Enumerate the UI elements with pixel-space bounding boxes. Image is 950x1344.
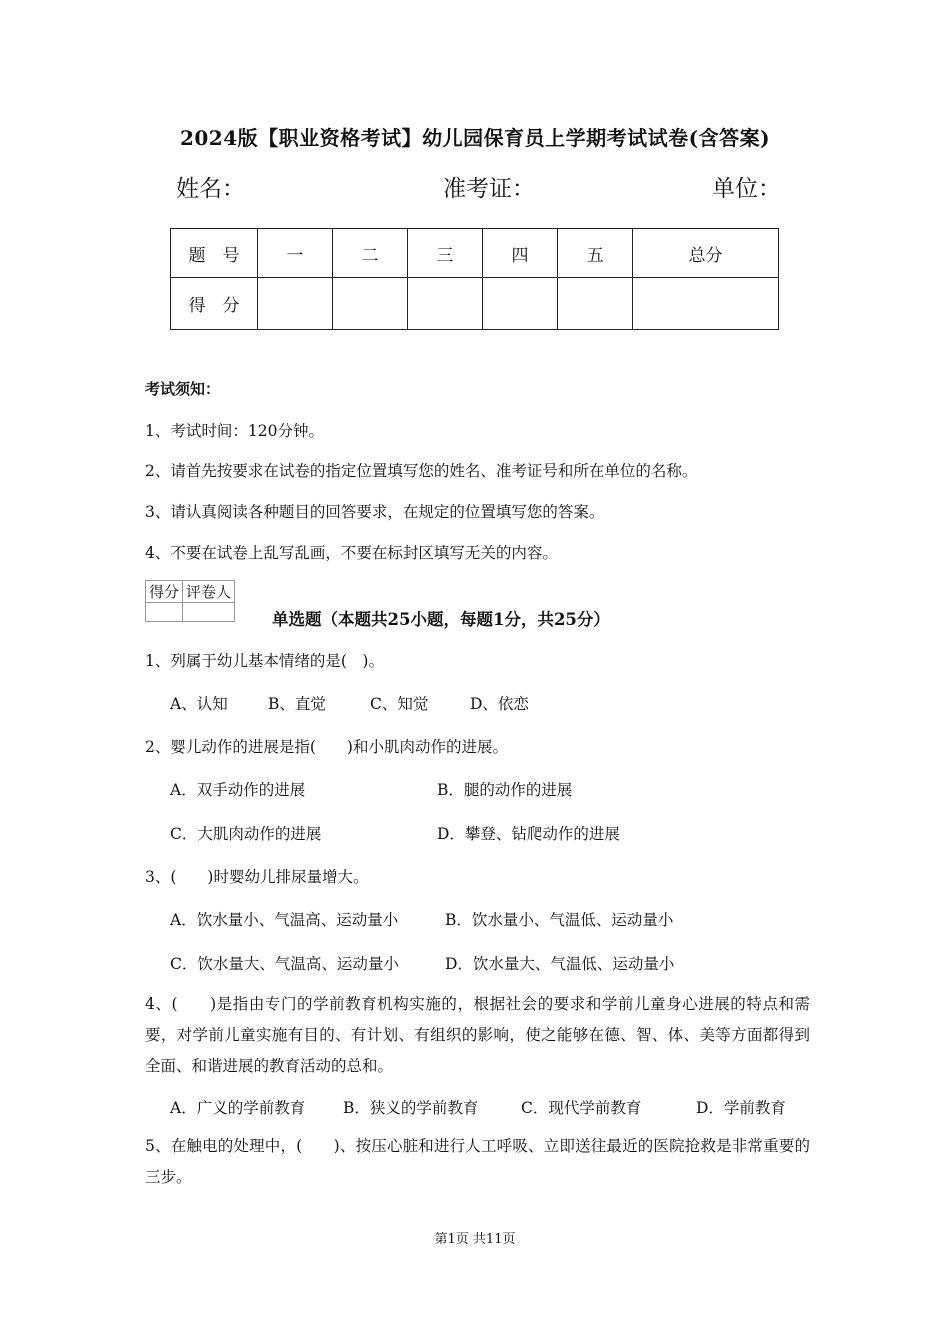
page-footer: 第1页 共11页 — [434, 1232, 516, 1247]
score-header-label: 题 号 — [171, 229, 258, 278]
grader-box — [145, 580, 235, 622]
option: A、认知 — [170, 695, 228, 713]
option: A．广义的学前教育 — [170, 1099, 306, 1117]
option: C．现代学前教育 — [521, 1099, 642, 1117]
option: D．攀登、钻爬动作的进展 — [437, 825, 620, 843]
score-header-cell: 二 — [333, 229, 408, 278]
unit-field-label: 单位： — [712, 176, 781, 202]
score-cell[interactable] — [333, 278, 408, 330]
grader-reviewer-cell[interactable] — [183, 603, 235, 622]
option: A．饮水量小、气温高、运动量小 — [170, 911, 399, 929]
score-cell[interactable] — [558, 278, 633, 330]
question-stem: 1、列属于幼儿基本情绪的是( )。 — [145, 652, 384, 670]
score-header-cell: 五 — [558, 229, 633, 278]
score-table-header-row — [171, 229, 779, 278]
name-field-label: 姓名： — [176, 176, 245, 202]
question-stem: 5、在触电的处理中，( )、按压心脏和进行人工呼吸、立即送往最近的医院抢救是非常重要的三步。 — [145, 1137, 810, 1186]
score-cell[interactable] — [408, 278, 483, 330]
score-header-total: 总分 — [633, 229, 779, 278]
question-stem: 3、( )时婴幼儿排尿量增大。 — [145, 868, 369, 886]
section-title: 单选题（本题共25小题，每题1分，共25分） — [272, 610, 610, 629]
option: B．腿的动作的进展 — [437, 781, 573, 799]
option: D、依恋 — [470, 695, 529, 713]
score-table-score-row — [171, 278, 779, 330]
score-header-cell: 一 — [258, 229, 333, 278]
score-header-cell: 四 — [483, 229, 558, 278]
score-row-label: 得 分 — [171, 278, 258, 330]
score-table — [170, 228, 779, 330]
question-stem: 2、婴儿动作的进展是指( )和小肌肉动作的进展。 — [145, 738, 508, 756]
option: B．饮水量小、气温低、运动量小 — [445, 911, 674, 929]
notice-title: 考试须知： — [145, 380, 221, 398]
question-stem: 4、( )是指由专门的学前教育机构实施的，根据社会的要求和学前儿童身心进展的特点和需要，对学前儿童实施有目的、有计划、有组织的影响，使之能够在德、智、体、美等方面都得到全面、和谐进展的教育活动的总和。 — [145, 995, 810, 1075]
option: C．饮水量大、气温高、运动量小 — [170, 955, 399, 973]
option: A．双手动作的进展 — [170, 781, 306, 799]
notice-item: 1、考试时间：120分钟。 — [145, 422, 324, 440]
notice-item: 2、请首先按要求在试卷的指定位置填写您的姓名、准考证号和所在单位的名称。 — [145, 462, 698, 480]
score-cell-total[interactable] — [633, 278, 779, 330]
grader-score-label: 得分 — [146, 581, 183, 603]
option: C．大肌肉动作的进展 — [170, 825, 322, 843]
option: B、直觉 — [268, 695, 326, 713]
exam-id-field-label: 准考证： — [443, 176, 535, 202]
option: D．饮水量大、气温低、运动量小 — [445, 955, 675, 973]
option: B．狭义的学前教育 — [343, 1099, 479, 1117]
notice-item: 3、请认真阅读各种题目的回答要求，在规定的位置填写您的答案。 — [145, 503, 605, 521]
score-header-cell: 三 — [408, 229, 483, 278]
page-title: 2024版【职业资格考试】幼儿园保育员上学期考试试卷(含答案) — [179, 126, 771, 150]
score-cell[interactable] — [258, 278, 333, 330]
option: D．学前教育 — [696, 1099, 786, 1117]
grader-reviewer-label: 评卷人 — [183, 581, 235, 603]
notice-item: 4、不要在试卷上乱写乱画，不要在标封区填写无关的内容。 — [145, 544, 558, 562]
option: C、知觉 — [370, 695, 429, 713]
grader-score-cell[interactable] — [146, 603, 183, 622]
score-cell[interactable] — [483, 278, 558, 330]
